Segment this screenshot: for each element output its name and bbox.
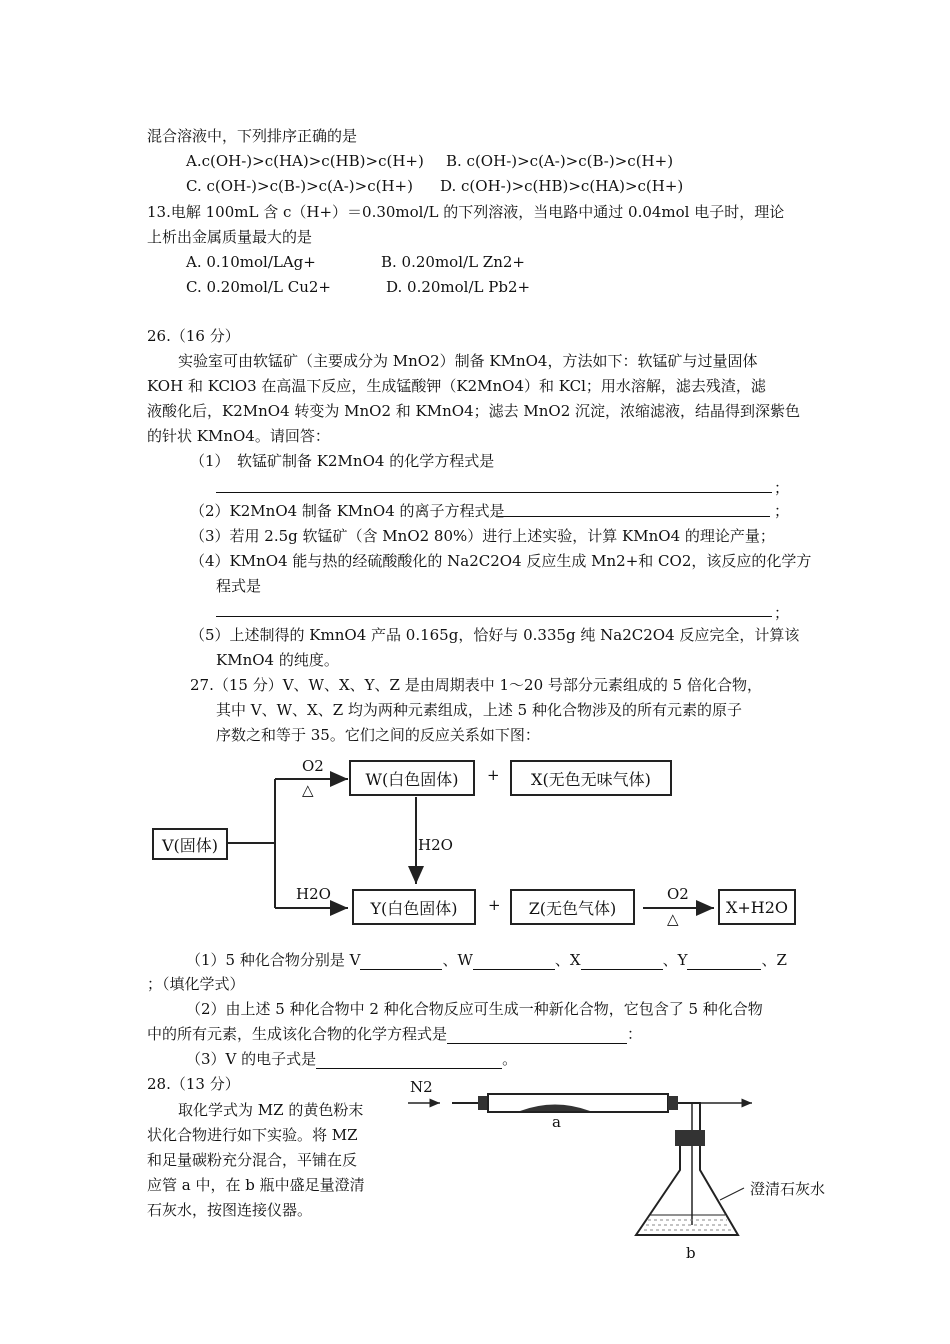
- box-x-h2o: X+H2O: [718, 889, 796, 925]
- limewater-pointer: [720, 1188, 744, 1200]
- label-limewater: 澄清石灰水: [750, 1180, 826, 1198]
- plus-sign-2: +: [488, 896, 501, 914]
- q27-line-3: 序数之和等于 35。它们之间的反应关系如下图：: [216, 726, 540, 744]
- q13-option-c: C. 0.20mol/L Cu2+: [186, 278, 331, 296]
- q27-sub-2-line-1: （2）由上述 5 种化合物中 2 种化合物反应可生成一种新化合物，它包含了 5 种化合物: [186, 1000, 763, 1018]
- label-heat-right: △: [667, 910, 679, 928]
- q26-para-3: 液酸化后，K2MnO4 转变为 MnO2 和 KMnO4；滤去 MnO2 沉淀，浓缩滤液，结晶得到深紫色: [147, 402, 801, 420]
- label-tube-a: a: [552, 1113, 561, 1131]
- q26-para-1: 实验室可由软锰矿（主要成分为 MnO2）制备 KMnO4，方法如下：软锰矿与过量固体: [178, 352, 758, 370]
- q27-sub-2-text: 中的所有元素，生成该化合物的化学方程式是: [147, 1025, 448, 1043]
- q28-line-4: 应管 a 中，在 b 瓶中盛足量澄清: [147, 1176, 365, 1194]
- q27-period: 。: [502, 1050, 518, 1068]
- label-h2o-vertical: H2O: [418, 836, 453, 854]
- label-h2o-branch: H2O: [296, 885, 331, 903]
- stopper-left: [478, 1096, 488, 1110]
- q-prev-option-b: B. c(OH-)>c(A-)>c(B-)>c(H+): [446, 152, 674, 170]
- q27-sub-1-prefix: （1）5 种化合物分别是 V: [186, 951, 361, 969]
- q28-header: 28.（13 分）: [147, 1075, 240, 1093]
- label-heat-top: △: [302, 781, 314, 799]
- q27-label-x: 、X: [554, 951, 581, 969]
- label-flask-b: b: [686, 1244, 696, 1262]
- q26-para-2: KOH 和 KClO3 在高温下反应，生成锰酸钾（K2MnO4）和 KCl；用水溶解，滤去残渣，滤: [147, 377, 766, 395]
- q27-label-w: 、W: [442, 951, 473, 969]
- q-prev-option-d: D. c(OH-)>c(HB)>c(HA)>c(H+): [440, 177, 684, 195]
- q26-sub-4-line-2: 程式是: [216, 577, 262, 595]
- limewater-hatching: [644, 1220, 733, 1230]
- delivery-tube: [678, 1103, 700, 1130]
- flask-stopper: [675, 1130, 705, 1146]
- q28-line-1: 取化学式为 MZ 的黄色粉末: [178, 1101, 364, 1119]
- q26-sub-2: （2）K2MnO4 制备 KMnO4 的离子方程式是: [190, 502, 505, 520]
- powder-sample: [520, 1105, 590, 1112]
- q28-line-2: 状化合物进行如下实验。将 MZ: [147, 1126, 358, 1144]
- box-w: W(白色固体): [349, 760, 475, 796]
- q-prev-option-c: C. c(OH-)>c(B-)>c(A-)>c(H+): [186, 177, 413, 195]
- q27-label-y: 、Y: [662, 951, 688, 969]
- q-prev-option-a: A.c(OH-)>c(HA)>c(HB)>c(H+): [186, 152, 424, 170]
- q26-para-4: 的针状 KMnO4。请回答：: [147, 427, 330, 445]
- q27-sub-3-text: （3）V 的电子式是: [186, 1050, 317, 1068]
- q13-option-b: B. 0.20mol/L Zn2+: [381, 253, 525, 271]
- q13-line-1: 13.电解 100mL 含 c（H+）＝0.30mol/L 的下列溶液，当电路中通过 0.04mol 电子时，理论: [147, 203, 785, 221]
- q26-sub-3: （3）若用 2.5g 软锰矿（含 MnO2 80%）进行上述实验，计算 KMnO4 的理论产量；: [190, 527, 775, 545]
- q-prev-intro: 混合溶液中，下列排序正确的是: [147, 127, 358, 145]
- q27-sub-1-note: ；（填化学式）: [147, 975, 245, 993]
- label-o2-right: O2: [667, 885, 689, 903]
- q26-semicolon-4: ；: [774, 604, 790, 622]
- q26-semicolon-1: ；: [774, 479, 790, 497]
- q13-line-2: 上析出金属质量最大的是: [147, 228, 313, 246]
- q27-label-z: 、Z: [761, 951, 787, 969]
- q27-line-1: 27.（15 分）V、W、X、Y、Z 是由周期表中 1～20 号部分元素组成的 5 倍化合物，: [190, 676, 762, 694]
- label-o2-top: O2: [302, 757, 324, 775]
- box-x: X(无色无味气体): [510, 760, 672, 796]
- box-z: Z(无色气体): [510, 889, 635, 925]
- box-v: V(固体): [152, 828, 228, 860]
- label-n2: N2: [410, 1078, 433, 1096]
- q26-sub-1: （1） 软锰矿制备 K2MnO4 的化学方程式是: [190, 452, 495, 470]
- q26-sub-5-line-1: （5）上述制得的 KmnO4 产品 0.165g，恰好与 0.335g 纯 Na2C2O4 反应完全，计算该: [190, 626, 800, 644]
- q26-sub-4-line-1: （4）KMnO4 能与热的经硫酸酸化的 Na2C2O4 反应生成 Mn2+和 CO2，该反应的化学方: [190, 552, 812, 570]
- conical-flask-b: [636, 1146, 738, 1235]
- q26-sub-5-line-2: KMnO4 的纯度。: [216, 651, 339, 669]
- q28-line-3: 和足量碳粉充分混合，平铺在反: [147, 1151, 358, 1169]
- q13-option-a: A. 0.10mol/LAg+: [186, 253, 316, 271]
- plus-sign-1: +: [487, 766, 500, 784]
- q26-header: 26.（16 分）: [147, 327, 240, 345]
- q27-colon: ：: [627, 1025, 643, 1043]
- q26-semicolon-2: ；: [774, 502, 790, 520]
- stopper-right: [668, 1096, 678, 1110]
- box-y: Y(白色固体): [352, 889, 476, 925]
- q13-option-d: D. 0.20mol/L Pb2+: [386, 278, 531, 296]
- q27-line-2: 其中 V、W、X、Z 均为两种元素组成，上述 5 种化合物涉及的所有元素的原子: [216, 701, 742, 719]
- q28-line-5: 石灰水，按图连接仪器。: [147, 1201, 313, 1219]
